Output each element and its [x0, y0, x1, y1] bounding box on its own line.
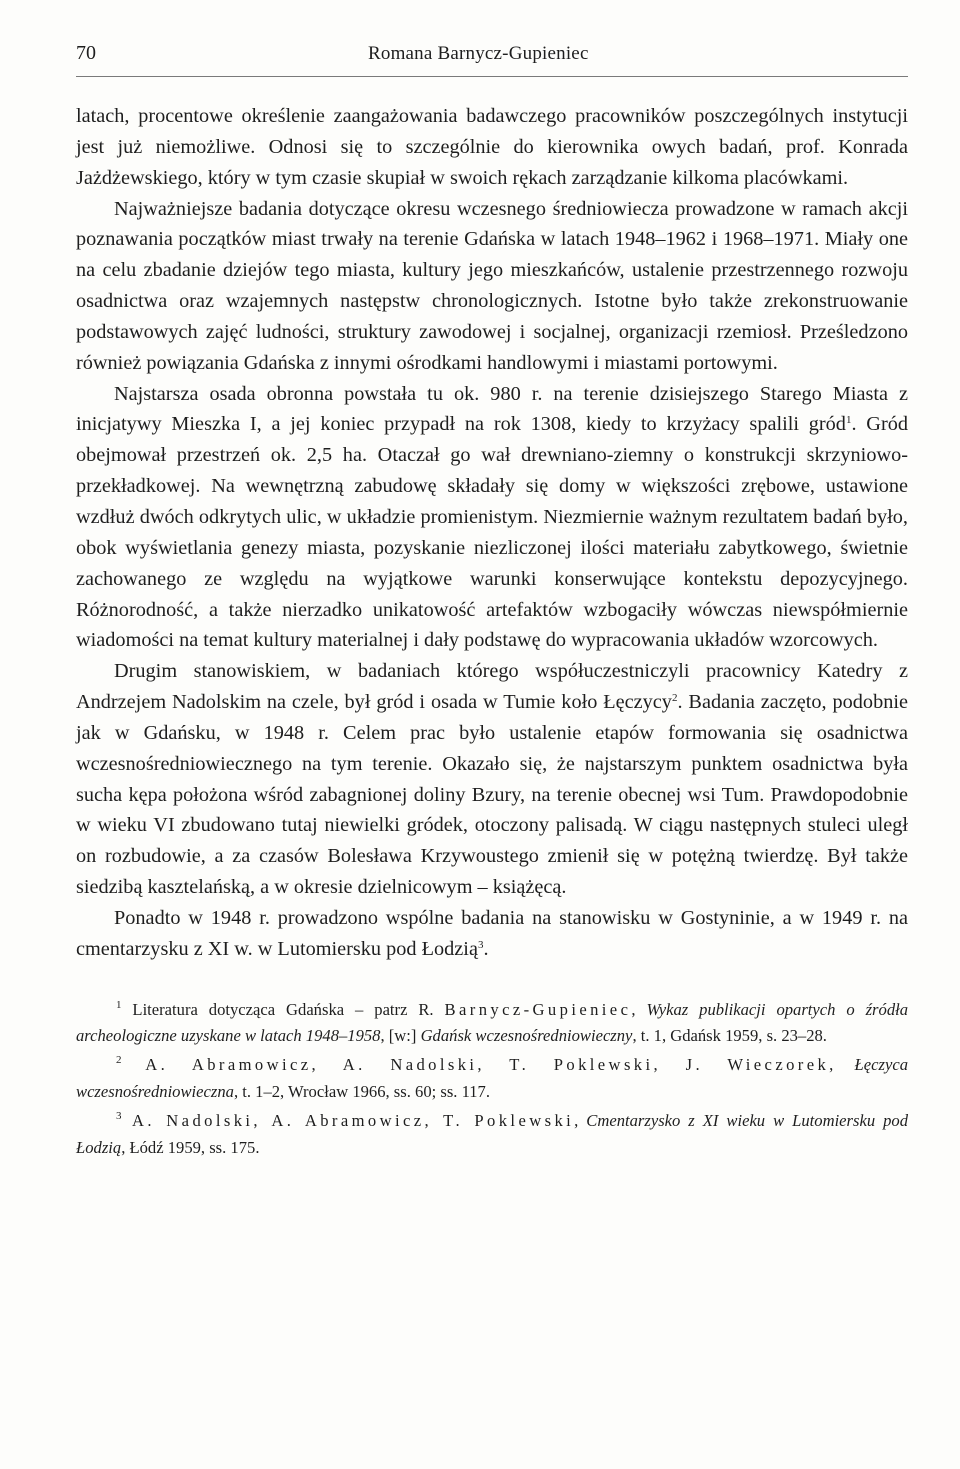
body-text: [76, 101, 908, 965]
page-number: 70: [76, 42, 96, 64]
footnote-ref-3: 3: [477, 938, 484, 951]
paragraph-4-text-b: . Badania zaczęto, podobnie jak w Gdańsku, w 1948 r. Celem prac było ustalenie etapów formowania się osadnictwa wczesnośredniowiecznego na tym terenie. Okazało się, że najstarszym punktem osadnictwa była sucha kępa położona wśród zabagnionej doliny Bzury, na terenie obecnej wsi Tum. Prawdopodobnie w wieku VI zbudowano tutaj niewielki gródek, otoczony palisadą. W ciągu następnych stuleci uległ on rozbudowie, a za czasów Bolesława Krzywoustego zmienił się w potężną twierdzę. Był także siedzibą kasztelańską, a w okresie dzielnicowym – książęcą.: [76, 691, 908, 899]
footnote-2-comma: ,: [829, 1055, 855, 1075]
footnote-1-source: Gdańsk wczesnośredniowieczny: [420, 1026, 633, 1046]
footnote-1-comma: ,: [631, 999, 647, 1019]
footnote-2-marker: 2: [116, 1054, 122, 1067]
footnote-1-tail: , t. 1, Gdańsk 1959, s. 23–28.: [632, 1026, 827, 1046]
footnote-2: [76, 1052, 908, 1105]
footnotes: [76, 997, 908, 1161]
footnote-1-mid: , [w:]: [380, 1026, 421, 1046]
footnote-3-tail: , Łódź 1959, ss. 175.: [121, 1137, 260, 1157]
paragraph-3-text-a: Najstarsza osada obronna powstała tu ok. 980 r. na terenie dzisiejszego Starego Miasta z inicjatywy Mieszka I, a jej koniec przypadł na rok 1308, kiedy to krzyżacy spalili gród: [76, 382, 908, 436]
footnote-1-author: Barnycz-Gupieniec: [444, 999, 632, 1019]
footnote-3-marker: 3: [116, 1110, 122, 1123]
footnote-3: [76, 1108, 908, 1161]
paragraph-5: [76, 903, 908, 965]
paragraph-4-text-a: Drugim stanowiskiem, w badaniach którego współuczestniczyli pracownicy Katedry z Andrzejem Nadolskim na czele, był gród i osada w Tumie koło Łęczycy: [76, 660, 908, 714]
footnote-3-title: Cmentarzysko z XI wieku w Lutomiersku pod Łodzią: [76, 1111, 908, 1157]
paragraph-3-text-b: . Gród obejmował przestrzeń ok. 2,5 ha. Otaczał go wał drewniano-ziemny o konstrukcji skrzyniowo-przekładkowej. Na wewnętrzną zabudowę składały się domy w większości zrębowe, ustawione wzdłuż dwóch odkrytych ulic, w układzie promienistym. Niezmiernie ważnym rezultatem badań było, obok wyświetlania genezy miasta, pozyskanie niezliczonej ilości materiału zabytkowego, świetnie zachowanego ze względu na wyjątkowe warunki konserwujące kontekstu depozycyjnego. Różnorodność, a także nierzadko unikatowość artefaktów wzbogaciły wówczas niewspółmiernie wiadomości na temat kultury materialnej i dały podstawę do wypracowania układów wzorcowych.: [76, 413, 908, 652]
paragraph-1: latach, procentowe określenie zaangażowania badawczego pracowników poszczególnych instytucji jest już niemożliwe. Odnosi się to szczególnie do kierownika owych badań, prof. Konrada Jażdżewskiego, który w tym czasie skupiał w swoich rękach zarządzanie kilkoma placówkami.: [76, 105, 908, 189]
paragraph-5-text-a: Ponadto w 1948 r. prowadzono wspólne badania na stanowisku w Gostyninie, a w 1949 r. na cmentarzysku z XI w. w Lutomiersku pod Łodzią: [76, 906, 908, 960]
footnote-1-title: Wykaz publikacji opartych o źródła archeologiczne uzyskane w latach 1948–1958: [76, 999, 909, 1046]
footnote-2-title: Łęczyca wczesnośredniowieczna: [76, 1055, 908, 1101]
footnote-1-marker: 1: [116, 998, 122, 1011]
footnote-1-lead: Literatura dotycząca Gdańska – patrz R.: [121, 999, 445, 1019]
paragraph-3: [76, 379, 908, 657]
footnote-ref-2: 2: [671, 692, 678, 705]
document-page: [76, 42, 908, 1164]
footnote-3-comma: ,: [574, 1111, 587, 1131]
paragraph-5-text-b: .: [483, 937, 489, 960]
page-header: [76, 42, 908, 77]
footnote-ref-1: 1: [845, 414, 852, 427]
footnote-2-authors: A. Abramowicz, A. Nadolski, T. Poklewski, J. Wieczorek: [121, 1055, 830, 1075]
paragraph-4: [76, 656, 908, 903]
footnote-2-tail: , t. 1–2, Wrocław 1966, ss. 60; ss. 117.: [233, 1081, 491, 1101]
footnote-3-authors: A. Nadolski, A. Abramowicz, T. Poklewski: [121, 1111, 575, 1131]
footnote-1: [76, 997, 908, 1050]
paragraph-2: Najważniejsze badania dotyczące okresu wczesnego średniowiecza prowadzone w ramach akcji poznawania początków miast trwały na terenie Gdańska w latach 1948–1962 i 1968–1971. Miały one na celu zbadanie dziejów tego miasta, kultury jego mieszkańców, ustalenie przestrzennego rozwoju osadnictwa oraz wzajemnych następstw chronologicznych. Istotne było także zrekonstruowanie podstawowych zajęć ludności, struktury zawodowej i socjalnej, organizacji rzemiosł. Prześledzono również powiązania Gdańska z innymi ośrodkami handlowymi i miastami portowymi.: [76, 197, 908, 374]
running-head: Romana Barnycz-Gupieniec: [368, 43, 589, 64]
